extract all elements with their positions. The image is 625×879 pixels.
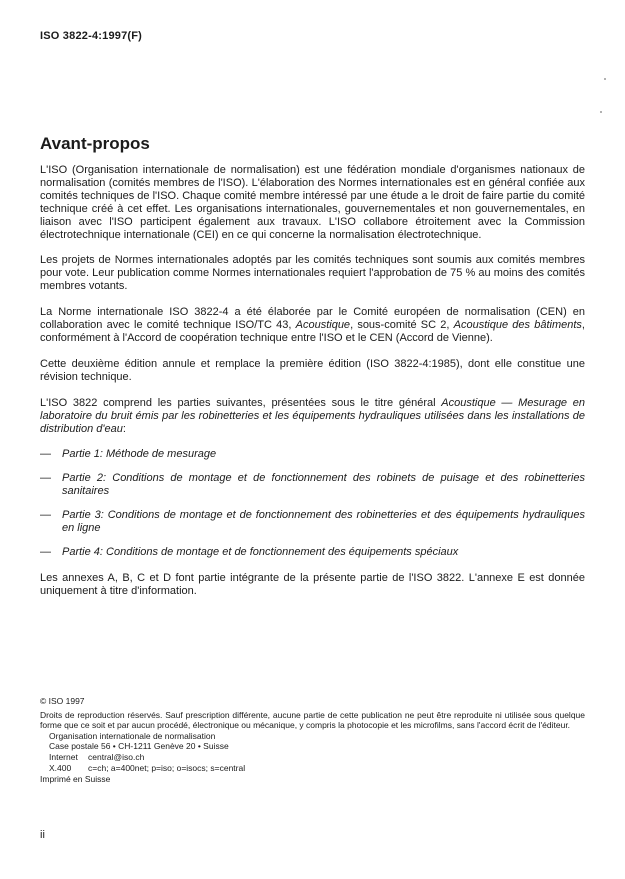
printed-in: Imprimé en Suisse bbox=[40, 774, 111, 785]
p3-text-a: La Norme internationale ISO 3822-4 a été élaborée par le Comité européen de normalisation (CEN) en collaboration avec le comité technique ISO/TC 43, bbox=[40, 306, 585, 332]
p3-subcommittee-title: Acoustique des bâtiments bbox=[453, 319, 582, 332]
paragraph-edition: Cette deuxième édition annule et remplace la première édition (ISO 3822-4:1985), dont elle constitue une révision technique. bbox=[40, 357, 585, 383]
list-item bbox=[40, 546, 585, 559]
p5-text-a: L'ISO 3822 comprend les parties suivantes, présentées sous le titre général bbox=[40, 396, 442, 409]
parts-list bbox=[40, 448, 585, 558]
p3-text-e: , conformément à l'Accord de coopération technique entre l'ISO et le CEN (Accord de Vienne). bbox=[40, 319, 585, 344]
x400-row bbox=[49, 763, 585, 774]
list-item-text: Partie 2: Conditions de montage et de fonctionnement des robinets de puisage et des robinetteries sanitaires bbox=[62, 472, 585, 498]
copyright-footer bbox=[40, 696, 585, 785]
paragraph-iso-intro: L'ISO (Organisation internationale de normalisation) est une fédération mondiale d'organismes nationaux de normalisation (comités membres de l'ISO). L'élaboration des Normes internationales est en général confiée aux comités techniques de l'ISO. Chaque comité membre intéressé par une étude a le droit de faire partie du comité technique créé à cet effet. Les organisations internationales, gouvernementales et non gouvernementales, en liaison avec l'ISO participent également aux travaux. L'ISO collabore étroitement avec la Commission électrotechnique internationale (CEI) en ce qui concerne la normalisation électrotechnique. bbox=[40, 164, 585, 241]
paragraph-preparation bbox=[40, 306, 585, 345]
list-item-text: Partie 3: Conditions de montage et de fonctionnement des robinetteries et des équipements hydrauliques en ligne bbox=[62, 509, 585, 535]
list-item-text: Partie 4: Conditions de montage et de fonctionnement des équipements spéciaux bbox=[62, 545, 459, 558]
internet-label: Internet bbox=[49, 751, 78, 762]
scan-speck bbox=[604, 78, 606, 80]
internet-value: central@iso.ch bbox=[88, 751, 145, 762]
list-item bbox=[40, 509, 585, 535]
list-item bbox=[40, 448, 585, 461]
copyright-notice: © ISO 1997 bbox=[40, 696, 85, 706]
rights-statement: Droits de reproduction réservés. Sauf prescription différente, aucune partie de cette publication ne peut être reproduite ni utilisée sous quelque forme que ce soit et par aucun procédé, électronique ou mécanique, y compris la photocopie et les microfilms, sans l'accord écrit de l'éditeur. bbox=[40, 709, 585, 731]
scan-speck bbox=[600, 111, 602, 113]
paragraph-annexes: Les annexes A, B, C et D font partie intégrante de la présente partie de l'ISO 3822. L'annexe E est donnée uniquement à titre d'information. bbox=[40, 571, 585, 597]
paragraph-voting: Les projets de Normes internationales adoptés par les comités techniques sont soumis aux comités membres pour vote. Leur publication comme Normes internationales requiert l'approbation de 75 % au moins des comités membres votants. bbox=[40, 254, 585, 293]
list-item-text: Partie 1: Méthode de mesurage bbox=[62, 448, 217, 461]
foreword-body bbox=[40, 164, 585, 611]
paragraph-parts-intro bbox=[40, 397, 585, 436]
x400-label: X.400 bbox=[49, 762, 72, 773]
x400-value: c=ch; a=400net; p=iso; o=isocs; s=central bbox=[88, 762, 246, 773]
p3-committee-title: Acoustique bbox=[295, 319, 351, 332]
publisher-address bbox=[40, 731, 585, 773]
document-reference: ISO 3822-4:1997(F) bbox=[40, 30, 143, 42]
list-dash: — bbox=[40, 472, 51, 485]
list-dash: — bbox=[40, 448, 51, 461]
list-item bbox=[40, 472, 585, 498]
list-dash: — bbox=[40, 509, 51, 522]
page-number: ii bbox=[40, 829, 45, 841]
p3-text-c: , sous-comité SC 2, bbox=[350, 319, 454, 332]
p5-text-c: : bbox=[122, 422, 126, 435]
postal-address: Case postale 56 • CH-1211 Genève 20 • Suisse bbox=[49, 741, 229, 752]
organization-name: Organisation internationale de normalisation bbox=[49, 730, 216, 741]
page-title: Avant-propos bbox=[40, 134, 150, 153]
p5-general-title: Acoustique — Mesurage en laboratoire du bruit émis par les robinetteries et les équipements hydrauliques utilisées dans les installations de distribution d'eau bbox=[40, 396, 586, 435]
list-dash: — bbox=[40, 545, 51, 558]
internet-row bbox=[49, 752, 585, 763]
